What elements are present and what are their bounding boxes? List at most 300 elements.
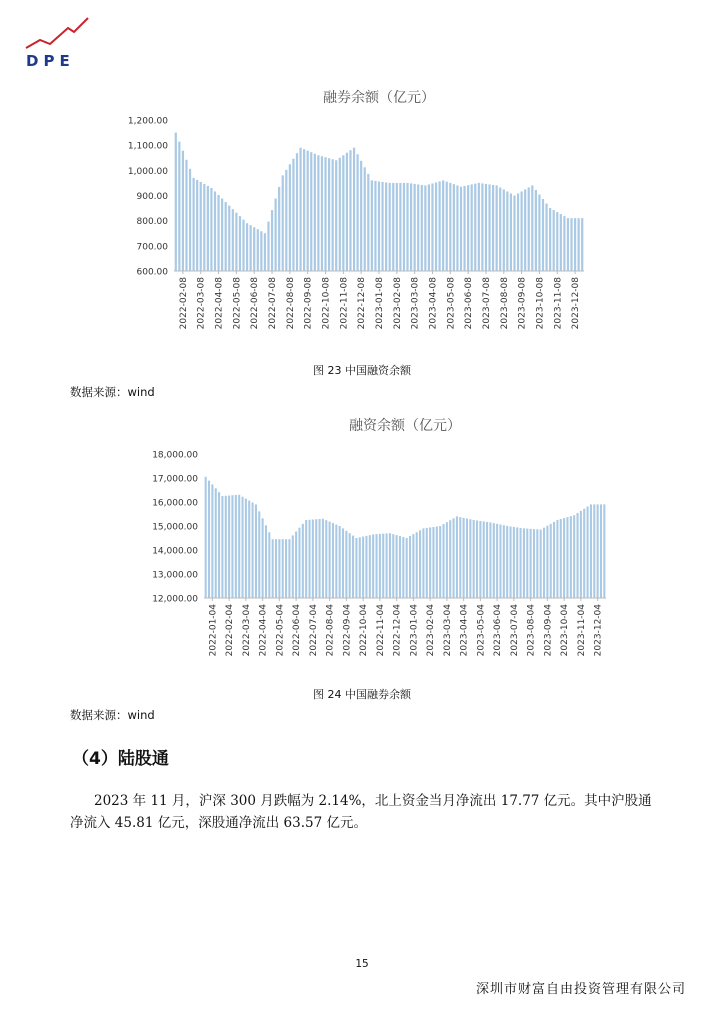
bar — [570, 516, 572, 598]
bar — [476, 520, 478, 598]
bar — [481, 183, 483, 271]
y-tick-label: 18,000.00 — [152, 450, 198, 461]
bar — [485, 184, 487, 271]
bar — [526, 529, 528, 598]
bar — [432, 527, 434, 598]
bar — [235, 213, 237, 271]
bar — [553, 522, 555, 598]
section-heading: （4）陆股通 — [72, 749, 169, 769]
bar — [374, 181, 376, 271]
bar — [421, 185, 423, 271]
bar — [489, 522, 491, 598]
x-tick-label: 2022-09-04 — [342, 604, 353, 657]
bar — [517, 193, 519, 271]
bar — [342, 528, 344, 598]
bar — [231, 495, 233, 598]
bar — [560, 519, 562, 598]
y-tick-label: 13,000.00 — [152, 570, 198, 581]
y-tick-label: 1,000.00 — [127, 166, 168, 177]
bar — [217, 195, 219, 271]
bar — [258, 511, 260, 598]
bar — [389, 533, 391, 598]
bar — [329, 522, 331, 598]
bar — [332, 159, 334, 271]
bar — [349, 150, 351, 271]
bar — [382, 534, 384, 598]
bar — [253, 227, 255, 271]
dpe-logo — [22, 14, 102, 70]
bar — [402, 537, 404, 598]
x-tick-label: 2022-11-04 — [375, 604, 386, 657]
bar — [399, 536, 401, 598]
x-tick-label: 2023-12-08 — [571, 277, 582, 330]
bar — [496, 524, 498, 598]
body-paragraph: 2023 年 11 月，沪深 300 月跌幅为 2.14%，北上资金当月净流出 17.77 亿元。其中沪股通净流入 45.81 亿元，深股通净流出 63.57 亿元。 — [70, 793, 652, 831]
bar — [214, 191, 216, 271]
x-tick-label: 2023-05-08 — [446, 277, 457, 330]
bar — [200, 182, 202, 271]
bar — [302, 524, 304, 598]
bar — [453, 518, 455, 598]
bar — [295, 532, 297, 598]
bar — [352, 536, 354, 598]
bar — [305, 520, 307, 598]
bar — [417, 184, 419, 271]
bar — [218, 492, 220, 598]
bar — [371, 180, 373, 271]
bar — [196, 180, 198, 271]
x-tick-label: 2023-01-04 — [409, 604, 420, 657]
bar — [499, 187, 501, 271]
bar — [560, 214, 562, 271]
bar — [362, 537, 364, 598]
bar — [278, 539, 280, 598]
bar — [496, 185, 498, 271]
bar — [268, 532, 270, 598]
bar — [342, 155, 344, 271]
bar — [228, 206, 230, 271]
bar — [406, 183, 408, 271]
bar — [590, 504, 592, 598]
bar — [357, 154, 359, 271]
y-tick-label: 1,100.00 — [127, 141, 168, 152]
bar — [372, 534, 374, 598]
bar — [289, 164, 291, 271]
x-tick-label: 2023-02-08 — [392, 277, 403, 330]
bar — [463, 186, 465, 271]
bar — [533, 529, 535, 598]
bar — [262, 518, 264, 598]
x-tick-label: 2023-11-04 — [576, 604, 587, 657]
bar — [389, 183, 391, 271]
bar — [242, 220, 244, 271]
x-tick-label: 2023-01-08 — [375, 277, 385, 330]
bar — [473, 520, 475, 598]
bar — [360, 161, 362, 271]
bar — [248, 501, 250, 598]
bar — [193, 178, 195, 271]
bar — [471, 184, 473, 271]
bar — [543, 528, 545, 598]
bar — [414, 184, 416, 271]
bar — [288, 539, 290, 598]
x-tick-label: 2022-12-08 — [357, 277, 368, 330]
y-tick-label: 1,200.00 — [127, 116, 168, 127]
y-tick-label: 700.00 — [136, 242, 168, 253]
bar — [349, 533, 351, 598]
bar — [553, 210, 555, 271]
bar — [419, 530, 421, 598]
bar — [439, 526, 441, 598]
y-tick-label: 600.00 — [136, 267, 168, 278]
bar — [292, 535, 294, 598]
bar — [296, 153, 298, 271]
bar — [431, 183, 433, 271]
bar — [182, 151, 184, 271]
bar — [574, 218, 576, 271]
bar — [205, 477, 207, 598]
x-tick-label: 2022-08-04 — [325, 604, 336, 657]
bar — [460, 187, 462, 271]
bar — [428, 184, 430, 271]
bar — [346, 153, 348, 271]
bar — [307, 151, 309, 271]
bar — [299, 148, 301, 271]
bar — [267, 222, 269, 271]
bar — [339, 526, 341, 598]
x-tick-label: 2023-02-04 — [426, 604, 437, 657]
bar — [493, 523, 495, 598]
bar — [513, 196, 515, 272]
bar — [492, 185, 494, 271]
bar — [245, 499, 247, 598]
bar — [467, 185, 469, 271]
bar — [303, 149, 305, 271]
bar — [386, 533, 388, 598]
bar — [189, 169, 191, 271]
bar — [429, 527, 431, 598]
y-tick-label: 800.00 — [136, 217, 168, 228]
x-tick-label: 2022-02-08 — [178, 277, 189, 330]
bar — [550, 524, 552, 598]
bar — [506, 191, 508, 271]
bar — [439, 181, 441, 271]
bar — [469, 519, 471, 598]
bar — [239, 216, 241, 271]
securities-lending-chart — [110, 88, 610, 344]
bar — [446, 522, 448, 598]
x-tick-label: 2022-11-08 — [339, 277, 350, 330]
x-tick-label: 2022-05-04 — [275, 604, 286, 657]
bar — [412, 534, 414, 598]
bar — [275, 199, 277, 271]
page-number: 15 — [355, 958, 369, 970]
bar — [312, 520, 314, 598]
x-tick-label: 2022-12-04 — [392, 604, 403, 657]
bar — [456, 516, 458, 598]
bar — [353, 148, 355, 271]
x-tick-label: 2023-09-08 — [517, 277, 528, 330]
bar — [385, 182, 387, 271]
bar — [328, 158, 330, 271]
bar — [292, 159, 294, 271]
bar — [232, 209, 234, 271]
bar — [225, 496, 227, 598]
x-tick-label: 2023-03-08 — [410, 277, 421, 330]
bar — [549, 208, 551, 271]
bar — [442, 524, 444, 598]
bar — [264, 233, 266, 271]
bar — [324, 157, 326, 271]
bar — [282, 539, 284, 598]
bar — [424, 185, 426, 271]
bar — [486, 522, 488, 598]
bar — [178, 142, 180, 271]
bar — [355, 538, 357, 598]
bar — [422, 528, 424, 598]
x-tick-label: 2022-04-04 — [258, 604, 269, 657]
chart-title: 融资余额（亿元） — [349, 418, 461, 434]
bar — [235, 495, 237, 598]
bar — [241, 497, 243, 598]
y-tick-label: 15,000.00 — [152, 522, 198, 533]
x-tick-label: 2022-03-08 — [196, 277, 207, 330]
bar — [369, 535, 371, 598]
x-tick-label: 2022-03-04 — [241, 604, 252, 657]
bar — [449, 183, 451, 271]
bar — [578, 218, 580, 271]
bar — [573, 515, 575, 598]
x-tick-label: 2022-04-08 — [214, 277, 225, 330]
bar — [210, 188, 212, 271]
bar — [600, 504, 602, 598]
bar — [211, 484, 213, 598]
bar — [345, 531, 347, 598]
bar — [409, 536, 411, 598]
bar — [185, 160, 187, 271]
bar — [503, 525, 505, 598]
bar — [392, 183, 394, 271]
bar — [319, 519, 321, 598]
x-tick-label: 2023-12-04 — [593, 604, 604, 657]
bar — [520, 528, 522, 598]
x-tick-label: 2022-10-04 — [359, 604, 370, 657]
bar — [225, 202, 227, 271]
bar — [510, 193, 512, 271]
x-tick-label: 2023-09-04 — [543, 604, 554, 657]
bar — [528, 187, 530, 271]
bar — [538, 194, 540, 271]
bar — [260, 231, 262, 271]
bar — [474, 184, 476, 271]
bar — [203, 184, 205, 271]
x-tick-label: 2023-10-08 — [535, 277, 546, 330]
bar — [521, 191, 523, 271]
logo-text: DPE — [26, 52, 75, 70]
bar — [535, 190, 537, 271]
bar — [272, 539, 274, 598]
bar — [379, 534, 381, 598]
bar — [410, 183, 412, 271]
bar — [310, 152, 312, 271]
bar — [530, 529, 532, 598]
bar — [509, 526, 511, 598]
bar — [335, 160, 337, 271]
bar — [516, 527, 518, 598]
bar — [399, 183, 401, 271]
bar — [499, 525, 501, 598]
bar — [563, 216, 565, 271]
bar — [603, 504, 605, 598]
bar — [542, 199, 544, 271]
x-tick-label: 2023-07-04 — [509, 604, 520, 657]
bar — [593, 504, 595, 598]
chart-title: 融券余额（亿元） — [323, 90, 435, 106]
bar — [456, 185, 458, 271]
x-tick-label: 2022-08-08 — [285, 277, 296, 330]
bar — [246, 223, 248, 271]
bar — [228, 496, 230, 598]
bar — [403, 183, 405, 271]
y-tick-label: 14,000.00 — [152, 546, 198, 557]
bar — [321, 156, 323, 271]
x-tick-label: 2023-04-04 — [459, 604, 470, 657]
bar — [545, 204, 547, 271]
bar — [396, 535, 398, 598]
bar — [536, 529, 538, 598]
bar — [453, 184, 455, 271]
bar — [556, 212, 558, 271]
bar — [271, 210, 273, 271]
bar — [221, 199, 223, 271]
bar — [556, 520, 558, 598]
bar — [339, 158, 341, 271]
bar — [546, 526, 548, 598]
data-source-note: 数据来源：wind — [70, 708, 155, 722]
bar — [252, 502, 254, 598]
bar — [466, 519, 468, 598]
bar — [446, 182, 448, 271]
bar — [335, 525, 337, 598]
bar — [367, 174, 369, 271]
y-tick-label: 900.00 — [136, 192, 168, 202]
bar — [315, 519, 317, 598]
bar — [483, 521, 485, 598]
y-tick-label: 12,000.00 — [152, 594, 198, 605]
bar — [396, 183, 398, 271]
bar — [597, 504, 599, 598]
bar — [506, 526, 508, 598]
bar — [449, 520, 451, 598]
bar — [265, 525, 267, 598]
bar — [581, 218, 583, 271]
bar — [314, 154, 316, 271]
bar — [325, 520, 327, 598]
x-tick-label: 2023-05-04 — [476, 604, 487, 657]
bar — [208, 481, 210, 598]
bar — [416, 532, 418, 598]
x-tick-label: 2022-06-04 — [292, 604, 303, 657]
x-tick-label: 2022-01-04 — [208, 604, 219, 657]
y-tick-label: 17,000.00 — [152, 474, 198, 485]
bar — [435, 182, 437, 271]
bar — [576, 513, 578, 598]
bar — [378, 181, 380, 271]
figure-caption-24: 图 24 中国融券余额 — [313, 688, 411, 701]
bar — [359, 537, 361, 598]
bar — [250, 225, 252, 271]
bar — [531, 185, 533, 271]
bar — [567, 218, 569, 271]
bar — [563, 518, 565, 598]
bar — [488, 184, 490, 271]
x-tick-label: 2022-10-08 — [321, 277, 332, 330]
bar — [278, 187, 280, 271]
bar — [207, 186, 209, 271]
bar — [285, 539, 287, 598]
bar — [580, 511, 582, 598]
bar — [583, 509, 585, 598]
bar — [381, 182, 383, 271]
x-tick-label: 2023-08-04 — [526, 604, 537, 657]
bar — [442, 180, 444, 271]
x-tick-label: 2023-07-08 — [481, 277, 492, 330]
bar — [238, 495, 240, 598]
x-tick-label: 2022-07-04 — [308, 604, 319, 657]
x-tick-label: 2023-10-04 — [560, 604, 571, 657]
bar — [587, 507, 589, 598]
bar — [406, 538, 408, 598]
bar — [275, 539, 277, 598]
bar — [308, 520, 310, 598]
bar — [175, 133, 177, 271]
bar — [436, 526, 438, 598]
x-tick-label: 2023-08-08 — [499, 277, 510, 330]
bar — [478, 183, 480, 271]
x-tick-label: 2022-02-04 — [225, 604, 236, 657]
bar — [426, 528, 428, 598]
margin-financing-chart — [110, 416, 610, 672]
bar — [523, 528, 525, 598]
bar — [463, 518, 465, 598]
x-tick-label: 2022-06-08 — [250, 277, 261, 330]
bar — [298, 528, 300, 598]
bar — [375, 534, 377, 598]
bar — [322, 519, 324, 598]
bar — [332, 523, 334, 598]
bar — [364, 167, 366, 271]
x-tick-label: 2023-03-04 — [442, 604, 453, 657]
bar — [540, 530, 542, 598]
bar — [215, 488, 217, 598]
x-tick-label: 2023-06-04 — [493, 604, 504, 657]
x-tick-label: 2023-06-08 — [464, 277, 475, 330]
bar — [513, 527, 515, 598]
bar — [317, 155, 319, 271]
bar — [503, 189, 505, 271]
bar — [285, 170, 287, 271]
bar — [365, 536, 367, 598]
bar — [282, 175, 284, 271]
x-tick-label: 2022-07-08 — [268, 277, 279, 330]
bar — [479, 521, 481, 598]
x-tick-label: 2022-09-08 — [303, 277, 314, 330]
figure-caption-23: 图 23 中国融资余额 — [313, 364, 411, 377]
bar — [570, 218, 572, 271]
bar — [524, 189, 526, 271]
x-tick-label: 2023-11-08 — [553, 277, 564, 330]
x-tick-label: 2023-04-08 — [428, 277, 439, 330]
